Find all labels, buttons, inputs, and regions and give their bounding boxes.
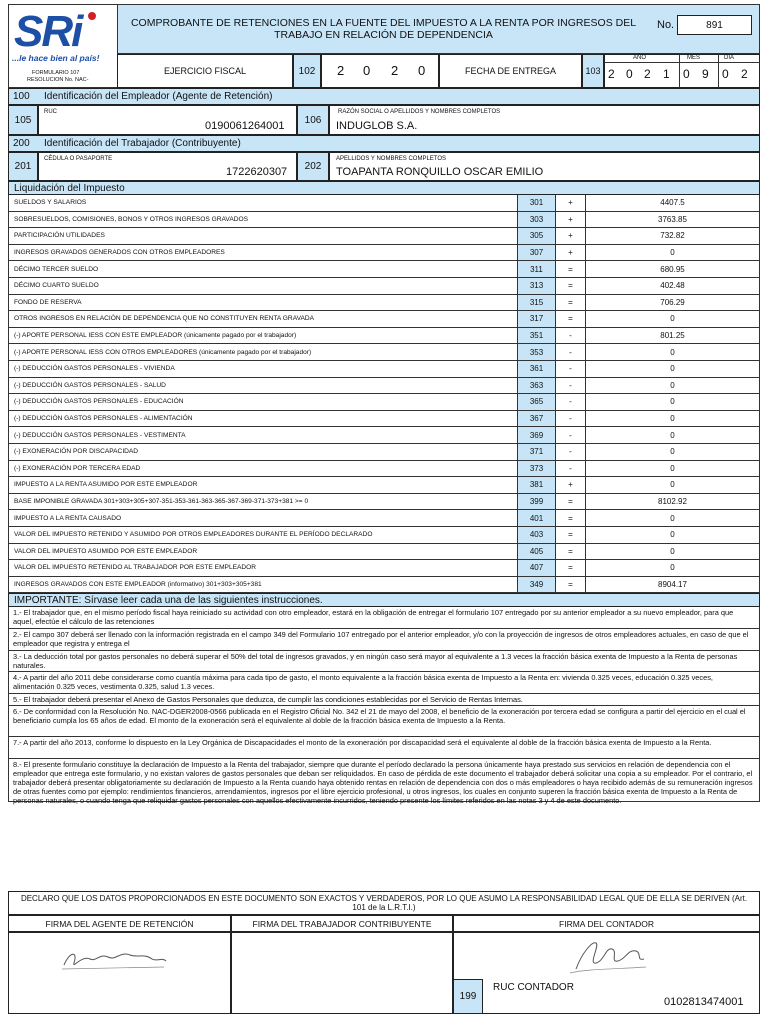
liquidation-row xyxy=(8,527,760,544)
liquidation-row xyxy=(8,560,760,577)
accountant-ruc-label: RUC CONTADOR xyxy=(493,982,574,993)
worker-id-value: 1722620307 xyxy=(226,166,288,178)
row-operator: = xyxy=(555,295,585,311)
row-label: (-) APORTE PERSONAL IESS CON ESTE EMPLEADOR (únicamente pagado por el trabajador) xyxy=(14,332,297,340)
liquidation-row xyxy=(8,378,760,395)
row-operator: - xyxy=(555,344,585,360)
row-code: 369 xyxy=(517,427,555,443)
employer-ruc-label: RUC xyxy=(44,109,57,115)
row-label: INGRESOS GRAVADOS GENERADOS CON OTROS EMPLEADORES xyxy=(14,249,225,257)
row-operator: = xyxy=(555,261,585,277)
row-operator: = xyxy=(555,510,585,526)
row-label: (-) DEDUCCIÓN GASTOS PERSONALES - SALUD xyxy=(14,381,166,389)
row-operator: + xyxy=(555,195,585,211)
row-label: DÉCIMO CUARTO SUELDO xyxy=(14,282,99,290)
day-label: DIA xyxy=(724,55,735,61)
row-code: 349 xyxy=(517,577,555,593)
row-value: 0 xyxy=(585,344,759,360)
row-code: 301 xyxy=(517,195,555,211)
worker-id-code: 201 xyxy=(8,152,38,181)
row-code: 361 xyxy=(517,361,555,377)
worker-section-code: 200 xyxy=(13,138,30,149)
employer-section-title: Identificación del Empleador (Agente de Retención) xyxy=(44,91,273,102)
row-label: VALOR DEL IMPUESTO RETENIDO AL TRABAJADOR POR ESTE EMPLEADOR xyxy=(14,564,257,572)
row-operator: - xyxy=(555,378,585,394)
worker-section-title: Identificación del Trabajador (Contribuyente) xyxy=(44,138,241,149)
row-code: 399 xyxy=(517,494,555,510)
row-value: 8904.17 xyxy=(585,577,759,593)
row-operator: = xyxy=(555,311,585,327)
row-label: (-) DEDUCCIÓN GASTOS PERSONALES - EDUCACIÓN xyxy=(14,398,184,406)
liquidation-row xyxy=(8,344,760,361)
row-label: IMPUESTO A LA RENTA ASUMIDO POR ESTE EMPLEADOR xyxy=(14,481,198,489)
liquidation-row xyxy=(8,361,760,378)
row-value: 0 xyxy=(585,527,759,543)
liquidation-row xyxy=(8,328,760,345)
row-label: FONDO DE RESERVA xyxy=(14,298,82,306)
no-value: 891 xyxy=(677,15,752,35)
fiscal-digit: 2 xyxy=(391,63,399,78)
delivery-label: FECHA DE ENTREGA xyxy=(439,54,582,88)
fiscal-digit: 0 xyxy=(363,63,371,78)
row-value: 706.29 xyxy=(585,295,759,311)
row-operator: = xyxy=(555,494,585,510)
date-digit: 1 xyxy=(663,67,670,81)
employer-ruc-code: 105 xyxy=(8,105,38,135)
logo-slogan: ...le hace bien al país! xyxy=(12,53,100,63)
row-label: (-) EXONERACIÓN POR TERCERA EDAD xyxy=(14,464,141,472)
accountant-ruc-value: 0102813474001 xyxy=(664,996,744,1008)
row-label: BASE IMPONIBLE GRAVADA 301+303+305+307-351-353-361-363-365-367-369-371-373+381 >= 0 xyxy=(14,498,309,506)
liquidation-row xyxy=(8,261,760,278)
note-item: 8.- El presente formulario constituye la declaración de Impuesto a la Renta del trabajador, siempre que durante el período declarado la persona únicamente haya prestado sus servicios en relación de dependencia con el empleador que entrega este formulario, y no existan valores de gastos personales que deban ser reliquidados. En caso de pérdida de este documento el trabajador deberá solicitar una copia a su empleador. Por el contrario, el trabajador deberá presentar obligatoriamente su declaración de Impuesto a la Renta cuando haya obtenido rentas en relación de dependencia con dos o más empleadores o haya recibido además de su remuneración ingresos de otras fuentes como por ejemplo: rendimientos financieros, arrendamientos, ingresos por el libre ejercicio profesional, u otros ingresos, los cuales en conjunto superen la fracción básica exenta de Impuesto a la Renta de personas naturales, o cuando tenga que reliquidar gastos personales con aquellos efectivamente incurridos, teniendo presente los límites referidos en las notas 3 y 4 de este documento. xyxy=(8,759,760,802)
worker-name-label: APELLIDOS Y NOMBRES COMPLETOS xyxy=(336,156,447,162)
row-code: 351 xyxy=(517,328,555,344)
row-value: 402.48 xyxy=(585,278,759,294)
worker-id-label: CÉDULA O PASAPORTE xyxy=(44,156,113,162)
accountant-ruc-code: 199 xyxy=(453,979,483,1014)
row-code: 367 xyxy=(517,411,555,427)
row-label: PARTICIPACIÓN UTILIDADES xyxy=(14,232,105,240)
row-code: 307 xyxy=(517,245,555,261)
sri-logo xyxy=(12,8,106,54)
accountant-signature xyxy=(566,935,650,977)
row-value: 0 xyxy=(585,311,759,327)
row-value: 0 xyxy=(585,245,759,261)
row-code: 381 xyxy=(517,477,555,493)
declaration: DECLARO QUE LOS DATOS PROPORCIONADOS EN ESTE DOCUMENTO SON EXACTOS Y VERDADEROS, POR LO QUE ASUMO LA RESPONSABILIDAD LEGAL QUE DE ELLA SE DERIVEN (Art. 101 de la L.R.T.I.) xyxy=(8,891,760,915)
row-operator: - xyxy=(555,394,585,410)
row-value: 3763.85 xyxy=(585,212,759,228)
row-label: DÉCIMO TERCER SUELDO xyxy=(14,265,99,273)
row-label: IMPUESTO A LA RENTA CAUSADO xyxy=(14,514,122,522)
worker-sign-area xyxy=(231,932,453,1014)
form-title: COMPROBANTE DE RETENCIONES EN LA FUENTE DEL IMPUESTO A LA RENTA POR INGRESOS DEL TRABAJO EN RELACIÓN DE DEPENDENCIA xyxy=(130,17,637,41)
row-label: SOBRESUELDOS, COMISIONES, BONOS Y OTROS INGRESOS GRAVADOS xyxy=(14,215,249,223)
agent-sign-label: FIRMA DEL AGENTE DE RETENCIÓN xyxy=(8,915,231,932)
liquidation-row xyxy=(8,494,760,511)
date-digit: 9 xyxy=(702,67,709,81)
row-value: 0 xyxy=(585,378,759,394)
liquidation-row xyxy=(8,278,760,295)
row-label: INGRESOS GRAVADOS CON ESTE EMPLEADOR (informativo) 301+303+305+381 xyxy=(14,581,262,589)
no-label: No. xyxy=(657,19,675,31)
row-code: 363 xyxy=(517,378,555,394)
worker-name-code: 202 xyxy=(297,152,329,181)
row-label: (-) DEDUCCIÓN GASTOS PERSONALES - VIVIENDA xyxy=(14,365,175,373)
row-operator: - xyxy=(555,411,585,427)
employer-section-code: 100 xyxy=(13,91,30,102)
row-operator: = xyxy=(555,544,585,560)
date-digit: 0 xyxy=(683,67,690,81)
employer-name-label: RAZÓN SOCIAL O APELLIDOS Y NOMBRES COMPLETOS xyxy=(338,109,501,115)
row-operator: + xyxy=(555,212,585,228)
worker-sign-label: FIRMA DEL TRABAJADOR CONTRIBUYENTE xyxy=(231,915,453,932)
row-label: OTROS INGRESOS EN RELACIÓN DE DEPENDENCIA QUE NO CONSTITUYEN RENTA GRAVADA xyxy=(14,315,315,323)
fiscal-code: 102 xyxy=(293,54,321,88)
row-operator: = xyxy=(555,278,585,294)
liquidation-row xyxy=(8,311,760,328)
row-code: 373 xyxy=(517,461,555,477)
note-item: 5.- El trabajador deberá presentar el Anexo de Gastos Personales que deduzca, de cumplir las condiciones establecidas por el Servicio de Rentas Internas. xyxy=(8,694,760,706)
note-item: 6.- De conformidad con la Resolución No. NAC-DGER2008-0566 publicada en el Registro Oficial No. 342 el 21 de mayo del 2008, el beneficio de la exoneración por tercera edad se configura a partir del ejercicio en el cual el beneficiario cumpla los 65 años de edad. El monto de la exoneración será el equivalente al doble de la fracción básica exenta de Impuesto a la Renta. xyxy=(8,706,760,737)
row-operator: = xyxy=(555,577,585,593)
row-value: 0 xyxy=(585,411,759,427)
row-code: 311 xyxy=(517,261,555,277)
worker-name-value: TOAPANTA RONQUILLO OSCAR EMILIO xyxy=(336,166,544,178)
employer-section-header xyxy=(8,88,760,105)
liquidation-row xyxy=(8,544,760,561)
row-code: 313 xyxy=(517,278,555,294)
delivery-code: 103 xyxy=(582,54,604,88)
note-item: 3.- La deducción total por gastos personales no deberá superar el 50% del total de ingresos gravados, y en ningún caso será mayor al equivalente a 1.3 veces la fracción básica exenta de Impuesto a la Renta de personas naturales. xyxy=(8,651,760,672)
row-operator: = xyxy=(555,560,585,576)
row-value: 0 xyxy=(585,461,759,477)
row-operator: + xyxy=(555,477,585,493)
date-sep xyxy=(679,54,680,88)
row-label: VALOR DEL IMPUESTO RETENIDO Y ASUMIDO POR OTROS EMPLEADORES DURANTE EL PERÍODO DECLARADO xyxy=(14,531,373,539)
row-code: 405 xyxy=(517,544,555,560)
row-value: 680.95 xyxy=(585,261,759,277)
liquidation-row xyxy=(8,477,760,494)
liquidation-row xyxy=(8,427,760,444)
svg-text:SRi: SRi xyxy=(14,8,82,54)
note-item: 7.- A partir del año 2013, conforme lo dispuesto en la Ley Orgánica de Discapacidades el monto de la exoneración por discapacidad será el equivalente al doble de la fracción básica exenta de Impuesto a la Renta. xyxy=(8,737,760,759)
row-label: (-) DEDUCCIÓN GASTOS PERSONALES - VESTIMENTA xyxy=(14,431,186,439)
row-operator: - xyxy=(555,444,585,460)
resolution-label: RESOLUCION No. NAC- xyxy=(27,77,89,83)
row-code: 315 xyxy=(517,295,555,311)
row-value: 0 xyxy=(585,477,759,493)
row-value: 0 xyxy=(585,361,759,377)
row-operator: - xyxy=(555,328,585,344)
row-value: 0 xyxy=(585,444,759,460)
liquidation-title: Liquidación del Impuesto xyxy=(14,182,125,194)
liquidation-row xyxy=(8,295,760,312)
agent-signature xyxy=(60,947,170,973)
liquidation-row xyxy=(8,228,760,245)
liquidation-row xyxy=(8,461,760,478)
row-code: 403 xyxy=(517,527,555,543)
year-label: AÑO xyxy=(633,55,647,61)
row-label: (-) APORTE PERSONAL IESS CON OTROS EMPLEADORES (únicamente pagado por el trabajador) xyxy=(14,348,312,356)
row-code: 407 xyxy=(517,560,555,576)
date-digit: 0 xyxy=(626,67,633,81)
date-sep xyxy=(718,54,719,88)
row-code: 401 xyxy=(517,510,555,526)
row-code: 353 xyxy=(517,344,555,360)
agent-sign-area xyxy=(8,932,231,1014)
row-value: 0 xyxy=(585,510,759,526)
row-code: 303 xyxy=(517,212,555,228)
row-operator: + xyxy=(555,228,585,244)
liquidation-row xyxy=(8,394,760,411)
liquidation-row xyxy=(8,411,760,428)
employer-name-code: 106 xyxy=(297,105,329,135)
employer-ruc-value: 0190061264001 xyxy=(205,120,285,132)
liquidation-row xyxy=(8,577,760,594)
row-code: 371 xyxy=(517,444,555,460)
row-value: 732.82 xyxy=(585,228,759,244)
note-item: 2.- El campo 307 deberá ser llenado con la información registrada en el campo 349 del Formulario 107 entregado por el anterior empleador, y/o con la proyección de ingresos de otros empleadores actuales, en caso de que el empleador que registra y entrega el xyxy=(8,629,760,651)
row-operator: - xyxy=(555,361,585,377)
month-label: MES xyxy=(687,55,701,61)
important-header xyxy=(8,593,760,607)
row-value: 0 xyxy=(585,394,759,410)
row-value: 0 xyxy=(585,427,759,443)
date-divider xyxy=(604,62,760,63)
row-label: (-) EXONERACIÓN POR DISCAPACIDAD xyxy=(14,448,139,456)
note-item: 1.- El trabajador que, en el mismo período fiscal haya reiniciado su actividad con otro empleador, estará en la obligación de entregar el formulario 107 entregado por su anterior empleador a su nuevo empleador, para que aquel, efectúe el cálculo de las retenciones xyxy=(8,607,760,629)
row-value: 801.25 xyxy=(585,328,759,344)
row-label: (-) DEDUCCIÓN GASTOS PERSONALES - ALIMENTACIÓN xyxy=(14,415,193,423)
fiscal-label: EJERCICIO FISCAL xyxy=(117,54,293,88)
worker-section-header xyxy=(8,135,760,152)
fiscal-digit: 0 xyxy=(418,63,426,78)
accountant-sign-label: FIRMA DEL CONTADOR xyxy=(453,915,760,932)
row-operator: - xyxy=(555,427,585,443)
row-label: SUELDOS Y SALARIOS xyxy=(14,199,87,207)
row-value: 8102.92 xyxy=(585,494,759,510)
note-item: 4.- A partir del año 2011 debe considerarse como cuantía máxima para cada tipo de gasto, el monto equivalente a la fracción básica exenta de Impuesto a la Renta en: vivienda 0.325 veces, educación 0.325 veces, alimentación 0.325 veces, vestimenta 0.325, salud 1.3 veces. xyxy=(8,672,760,694)
row-operator: = xyxy=(555,527,585,543)
row-label: VALOR DEL IMPUESTO ASUMIDO POR ESTE EMPLEADOR xyxy=(14,547,198,555)
row-code: 305 xyxy=(517,228,555,244)
date-digit: 2 xyxy=(741,67,748,81)
employer-name-value: INDUGLOB S.A. xyxy=(336,120,418,132)
liquidation-header xyxy=(8,181,760,195)
date-digit: 0 xyxy=(722,67,729,81)
row-operator: + xyxy=(555,245,585,261)
liquidation-row xyxy=(8,212,760,229)
row-code: 365 xyxy=(517,394,555,410)
fiscal-digit: 2 xyxy=(337,63,345,78)
row-operator: - xyxy=(555,461,585,477)
important-title: IMPORTANTE: Sírvase leer cada una de las siguientes instrucciones. xyxy=(14,594,323,606)
liquidation-row xyxy=(8,444,760,461)
row-code: 317 xyxy=(517,311,555,327)
row-value: 0 xyxy=(585,560,759,576)
liquidation-row xyxy=(8,510,760,527)
liquidation-row xyxy=(8,195,760,212)
sri-logo-graphic xyxy=(12,8,106,54)
row-value: 0 xyxy=(585,544,759,560)
liquidation-row xyxy=(8,245,760,262)
form-label: FORMULARIO 107 xyxy=(32,70,80,76)
date-digit: 2 xyxy=(608,67,615,81)
row-value: 4407.5 xyxy=(585,195,759,211)
date-digit: 2 xyxy=(644,67,651,81)
